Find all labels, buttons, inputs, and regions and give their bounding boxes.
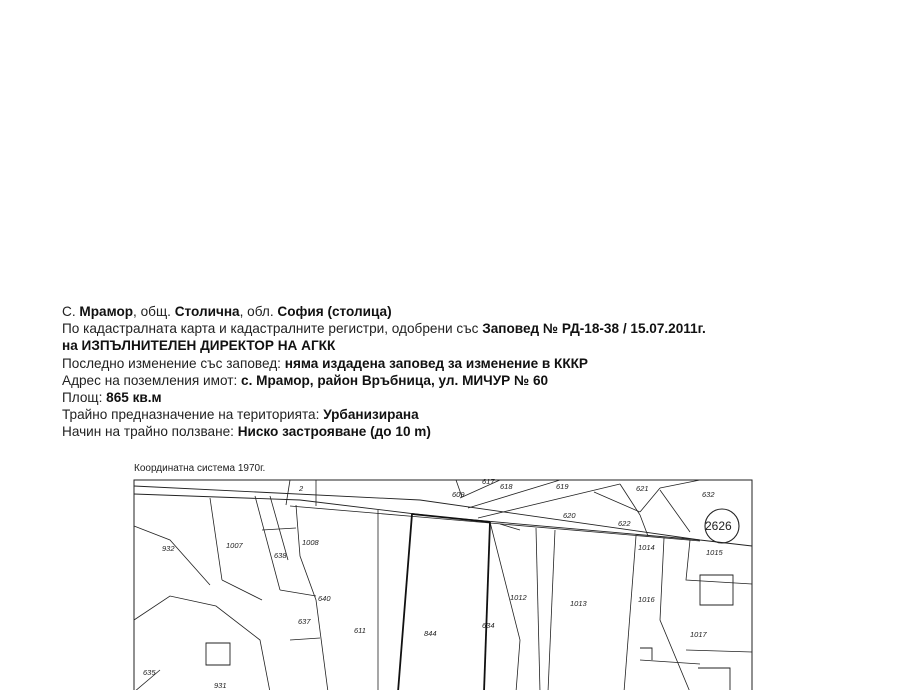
- parcel-number: 1007: [226, 541, 243, 550]
- parcel-number: 1015: [706, 548, 723, 557]
- parcel-number: 622: [618, 519, 631, 528]
- boundary-line: [686, 540, 752, 584]
- issuer-name: на ИЗПЪЛНИТЕЛЕН ДИРЕКТОР НА АГКК: [62, 338, 336, 354]
- subject-parcel-east: [484, 522, 490, 690]
- area-label: Площ:: [62, 390, 107, 406]
- boundary-line: [222, 580, 262, 600]
- parcel-number: 634: [482, 621, 495, 630]
- boundary-line: [490, 522, 520, 690]
- boundary-line: [548, 530, 555, 690]
- parcel-number: 618: [500, 482, 513, 491]
- parcel-number: 2: [299, 484, 304, 493]
- usage-label: Начин на трайно ползване:: [62, 424, 238, 440]
- street-edge-north: [134, 486, 752, 546]
- parcel-number: 609: [452, 490, 465, 499]
- parcel-number: 1008: [302, 538, 319, 547]
- boundary-line: [286, 480, 290, 505]
- boundary-line: [660, 538, 690, 690]
- parcel-number: 1013: [570, 599, 587, 608]
- boundary-line: [624, 536, 636, 690]
- parcel-number: 620: [563, 511, 576, 520]
- subject-parcel-west: [398, 514, 412, 690]
- parcel-number: 1017: [690, 630, 707, 639]
- boundary-line: [280, 590, 316, 596]
- parcel-number: 932: [162, 544, 175, 553]
- approval-order: Заповед № РД-18-38 / 15.07.2011г.: [482, 321, 706, 337]
- parcel-number: 617: [482, 477, 495, 486]
- building-outline: [206, 643, 230, 665]
- building-outline: [700, 575, 733, 605]
- parcel-number: 1012: [510, 593, 527, 602]
- location-prefix: С.: [62, 304, 80, 319]
- municipality-prefix: , общ.: [133, 304, 175, 319]
- boundary-line: [686, 650, 752, 652]
- boundary-line: [640, 660, 700, 664]
- boundary-line: [640, 515, 648, 536]
- parcel-number: 931: [214, 681, 227, 690]
- boundary-line: [290, 638, 320, 640]
- address-label: Адрес на поземления имот:: [62, 372, 242, 388]
- map-frame: [134, 480, 752, 690]
- municipality-name: Столична: [174, 304, 240, 319]
- last-change-value: няма издадена заповед за изменение в КККР: [284, 355, 588, 371]
- boundary-line: [536, 528, 540, 690]
- parcel-number: 844: [424, 629, 437, 638]
- region-name: София (столица): [277, 304, 392, 319]
- parcel-number: 611: [354, 626, 366, 635]
- parcel-number: 621: [636, 484, 649, 493]
- boundary-line: [660, 490, 690, 532]
- usage-value: Ниско застрояване (до 10 m): [237, 424, 431, 440]
- parcel-number: 632: [702, 490, 715, 499]
- parcel-number: 640: [318, 594, 331, 603]
- purpose-label: Трайно предназначение на територията:: [62, 407, 324, 423]
- village-name: Мрамор: [79, 304, 134, 319]
- parcel-number: 638: [274, 551, 287, 560]
- boundary-line: [255, 496, 280, 590]
- region-prefix: , обл.: [239, 304, 278, 319]
- boundary-line: [594, 492, 640, 512]
- control-point-number: 2626: [705, 519, 732, 533]
- parcel-number: 1016: [638, 595, 655, 604]
- building-outline: [640, 648, 652, 660]
- parcel-number: 619: [556, 482, 569, 491]
- parcel-number: 637: [298, 617, 311, 626]
- approval-text: По кадастралната карта и кадастралните регистри, одобрени със: [62, 321, 483, 337]
- coordinate-system-label: Координатна система 1970г.: [134, 463, 266, 474]
- boundary-line: [134, 526, 210, 585]
- address-value: с. Мрамор, район Връбница, ул. МИЧУР № 60: [241, 372, 549, 388]
- parcel-number: 635: [143, 668, 156, 677]
- boundary-line: [210, 498, 222, 580]
- parcel-number: 1014: [638, 543, 655, 552]
- building-outline: [698, 668, 730, 690]
- boundary-line: [660, 480, 700, 488]
- purpose-value: Урбанизирана: [323, 407, 419, 423]
- last-change-label: Последно изменение със заповед:: [62, 355, 285, 371]
- area-value: 865 кв.м: [106, 390, 162, 406]
